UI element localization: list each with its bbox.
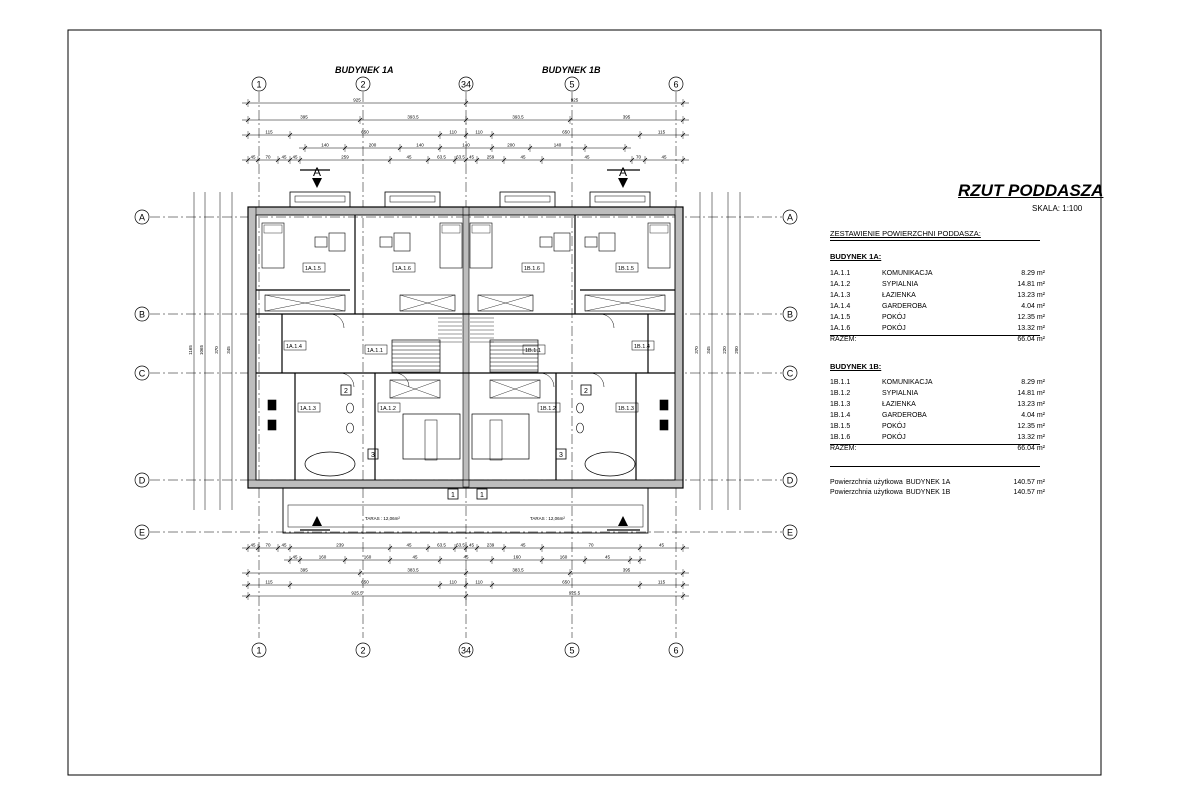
- window-top: [505, 196, 550, 202]
- dimension-label: 70: [265, 542, 271, 548]
- sink: [660, 420, 668, 430]
- chair: [380, 237, 392, 247]
- dimension-label: 140: [416, 142, 424, 148]
- room-area: 13.23 m²: [1017, 401, 1045, 408]
- sink: [268, 400, 276, 410]
- room-id: 1B.1.2: [830, 390, 851, 397]
- dormer-top: [290, 192, 350, 207]
- room-name: POKÓJ: [882, 434, 906, 441]
- room-tag-1A.1.5: 1A.1.5: [305, 266, 321, 272]
- room-area: 4.04 m²: [1021, 412, 1045, 419]
- terrace-inner: [288, 505, 643, 527]
- dimension-label: 200: [368, 142, 377, 148]
- desk: [329, 233, 345, 251]
- toilet: [577, 423, 584, 433]
- dimension-label: 239: [486, 542, 495, 548]
- room-name: ŁAZIENKA: [882, 292, 916, 299]
- room-tag-1B.1.6: 1B.1.6: [524, 266, 540, 272]
- room-tag-1B.1.3: 1B.1.3: [618, 406, 634, 412]
- stair-number: 1: [451, 492, 455, 499]
- building-a-row: [830, 292, 1045, 302]
- terrace-label-a: TARAS : 12,06m²: [365, 516, 400, 521]
- door-swing: [330, 314, 344, 328]
- room-id: 1A.1.4: [830, 303, 851, 310]
- dimension-label: 370: [694, 346, 699, 354]
- dimension-label: 925: [353, 97, 361, 103]
- terrace-label-b: TARAS : 12,06m²: [530, 516, 565, 521]
- dimension-label: 140: [553, 142, 562, 148]
- dimension-label: 63.5: [456, 154, 465, 160]
- building-b-total-rule: [830, 444, 1040, 445]
- room-id: 1A.1.3: [830, 292, 851, 299]
- summary-header: ZESTAWIENIE POWIERZCHNI PODDASZA:: [830, 229, 981, 238]
- dimension-label: 45: [412, 554, 418, 560]
- toilet: [347, 423, 354, 433]
- dimension-label: 650: [361, 129, 369, 135]
- usable-divider: [830, 466, 1040, 467]
- dimension-label: 393.5: [407, 114, 419, 120]
- dimension-label: 115: [657, 129, 666, 135]
- room-id: 1B.1.6: [830, 434, 851, 441]
- dimension-label: 45: [292, 154, 298, 160]
- room-name: GARDEROBA: [882, 412, 927, 419]
- dimension-label: 45: [406, 542, 412, 548]
- axis-label-6: 6: [673, 645, 679, 656]
- room-name: POKÓJ: [882, 325, 906, 332]
- dimension-label: 395: [300, 567, 308, 573]
- axis-label-6: 6: [673, 79, 679, 90]
- building-b-total-row: [830, 445, 1045, 455]
- building-b-row: [830, 401, 1045, 411]
- building-a-row: [830, 325, 1045, 335]
- room-id: 1A.1.5: [830, 314, 851, 321]
- room-id: 1B.1.5: [830, 423, 851, 430]
- dimension-label: 110: [475, 579, 483, 585]
- section-mark-label: A: [618, 515, 628, 529]
- dimension-label: 70: [635, 154, 642, 160]
- room-name: ŁAZIENKA: [882, 401, 916, 408]
- dimension-label: 70: [588, 542, 594, 548]
- room-name: POKÓJ: [882, 314, 906, 321]
- bed: [262, 223, 284, 268]
- dimension-label: 70: [265, 154, 271, 160]
- desk: [554, 233, 570, 251]
- axis-label-34: 34: [460, 645, 472, 656]
- building-b-row: [830, 412, 1045, 422]
- stair-number: 3: [559, 452, 563, 459]
- room-area: 8.29 m²: [1021, 270, 1045, 277]
- dimension-label: 345: [706, 346, 711, 354]
- dimension-label: 393.5: [512, 114, 524, 120]
- room-tag-1A.1.1: 1A.1.1: [367, 348, 383, 354]
- axis-label-C: C: [786, 368, 794, 379]
- building-b-row: [830, 390, 1045, 400]
- dimension-label: 45: [584, 154, 590, 160]
- dimension-label: 45: [281, 542, 287, 548]
- bathtub-b: [585, 452, 635, 476]
- dimension-label: 160: [559, 554, 568, 560]
- dimension-label: 45: [250, 542, 256, 548]
- axis-label-34: 34: [460, 79, 472, 90]
- drawing-scale: SKALA: 1:100: [1032, 204, 1083, 213]
- usable-building: BUDYNEK 1B: [906, 489, 951, 496]
- axis-label-E: E: [138, 527, 146, 538]
- dimension-label: 140: [462, 142, 470, 148]
- dimension-label: 115: [657, 579, 666, 585]
- bed: [470, 223, 492, 268]
- building-b-title: BUDYNEK 1B: [542, 65, 601, 75]
- stair-number: 1: [480, 492, 484, 499]
- wall-exterior-left: [248, 207, 256, 487]
- dormer-top: [385, 192, 440, 207]
- side-table: [490, 420, 502, 460]
- usable-area: 140.57 m²: [1013, 479, 1045, 486]
- dimension-label: 63.5: [437, 542, 446, 548]
- dormer-top: [500, 192, 555, 207]
- dimension-label: 110: [475, 129, 483, 135]
- desk: [599, 233, 615, 251]
- dimension-label: 345: [226, 346, 231, 354]
- dimension-label: 239: [336, 542, 344, 548]
- dimension-label: 45: [468, 154, 475, 160]
- axis-label-B: B: [138, 309, 146, 320]
- dimension-label: 45: [281, 154, 287, 160]
- toilet: [577, 403, 584, 413]
- stair-number: 3: [371, 452, 375, 459]
- dimension-label: 1065: [199, 344, 204, 356]
- room-area: 13.23 m²: [1017, 292, 1045, 299]
- room-tag-1A.1.3: 1A.1.3: [300, 406, 316, 412]
- section-mark-label: A: [312, 515, 322, 529]
- building-a-total-rule: [830, 335, 1040, 336]
- dimension-label: 45: [468, 542, 475, 548]
- room-name: SYPIALNIA: [882, 281, 919, 288]
- drawing-title: RZUT PODDASZA: [958, 181, 1104, 200]
- dimension-label: 45: [658, 542, 665, 548]
- room-id: 1A.1.1: [830, 270, 851, 277]
- building-b-row: [830, 423, 1045, 433]
- room-area: 12.35 m²: [1017, 423, 1045, 430]
- axis-label-A: A: [786, 212, 794, 223]
- room-area: 13.32 m²: [1017, 325, 1045, 332]
- axis-label-D: D: [138, 475, 146, 486]
- desk: [394, 233, 410, 251]
- section-arrow: [618, 178, 628, 188]
- usable-area: 140.57 m²: [1013, 489, 1045, 496]
- window-top: [295, 196, 345, 202]
- dimension-label: 45: [520, 542, 526, 548]
- dimension-label: 383.5: [407, 567, 419, 573]
- axis-label-B: B: [786, 309, 794, 320]
- dimension-label: 45: [661, 154, 667, 160]
- room-tag-1B.1.1: 1B.1.1: [525, 348, 541, 354]
- room-id: 1B.1.3: [830, 401, 851, 408]
- window-top: [595, 196, 645, 202]
- sink: [268, 420, 276, 430]
- chair: [585, 237, 597, 247]
- room-id: 1A.1.6: [830, 325, 851, 332]
- dimension-label: 63.5: [456, 542, 465, 548]
- usable-label: Powierzchnia użytkowa: [830, 489, 903, 496]
- building-a-row: [830, 314, 1045, 324]
- dimension-label: 650: [562, 579, 570, 585]
- dimension-label: 220: [722, 346, 727, 354]
- pillow: [264, 225, 282, 233]
- room-name: POKÓJ: [882, 423, 906, 430]
- bathtub-a: [305, 452, 355, 476]
- axis-label-D: D: [786, 475, 794, 486]
- side-table: [425, 420, 437, 460]
- chair: [315, 237, 327, 247]
- door-swing: [590, 373, 604, 387]
- building-a-title: BUDYNEK 1A: [335, 65, 394, 75]
- door-swing: [540, 373, 554, 387]
- dimension-label: 140: [321, 142, 329, 148]
- dimension-label: 160: [513, 554, 521, 560]
- dimension-label: 650: [562, 129, 570, 135]
- window-top: [390, 196, 435, 202]
- pillow: [442, 225, 460, 233]
- usable-label: Powierzchnia użytkowa: [830, 479, 903, 486]
- room-tag-1A.1.6: 1A.1.6: [395, 266, 411, 272]
- dimension-label: 115: [265, 129, 273, 135]
- terrace: [283, 488, 648, 533]
- axis-label-A: A: [138, 212, 146, 223]
- axis-label-1: 1: [256, 645, 262, 656]
- room-area: 14.81 m²: [1017, 390, 1045, 397]
- dimension-label: 45: [250, 154, 256, 160]
- axis-label-2: 2: [360, 79, 366, 90]
- room-name: SYPIALNIA: [882, 390, 919, 397]
- dimension-label: 200: [734, 346, 739, 354]
- dimension-label: 160: [318, 554, 327, 560]
- dimension-label: 383.5: [512, 567, 524, 573]
- dimension-label: 115: [265, 579, 273, 585]
- room-area: 14.81 m²: [1017, 281, 1045, 288]
- dimension-label: 395: [300, 114, 308, 120]
- bed-large-a: [403, 414, 460, 459]
- dimension-label: 370: [214, 346, 219, 354]
- dimension-label: 63.5: [437, 154, 446, 160]
- dimension-label: 110: [449, 129, 457, 135]
- total-label: RAZEM:: [830, 445, 857, 452]
- building-a-row: [830, 303, 1045, 313]
- room-id: 1B.1.4: [830, 412, 851, 419]
- total-value: 66.04 m²: [1017, 336, 1045, 343]
- summary-divider: [830, 240, 1040, 241]
- usable-area-row: [830, 479, 1045, 489]
- dimension-label: 1165: [188, 345, 193, 355]
- dimension-label: 925.5: [568, 590, 581, 596]
- axis-label-5: 5: [569, 79, 575, 90]
- dimension-label: 45: [406, 154, 412, 160]
- dimension-label: 650: [361, 579, 369, 585]
- room-tag-1B.1.2: 1B.1.2: [540, 406, 556, 412]
- axis-label-5: 5: [569, 645, 575, 656]
- section-mark-label: A: [312, 165, 322, 179]
- axis-label-E: E: [786, 527, 794, 538]
- stair-number: 2: [584, 388, 588, 395]
- room-tag-1A.1.4: 1A.1.4: [286, 344, 302, 350]
- toilet: [347, 403, 354, 413]
- dimension-label: 160: [363, 554, 372, 560]
- room-area: 4.04 m²: [1021, 303, 1045, 310]
- section-arrow: [312, 178, 322, 188]
- room-area: 13.32 m²: [1017, 434, 1045, 441]
- room-area: 12.35 m²: [1017, 314, 1045, 321]
- dimension-label: 200: [507, 142, 515, 148]
- axis-label-1: 1: [256, 79, 262, 90]
- room-tag-1A.1.2: 1A.1.2: [380, 406, 396, 412]
- building-a-row: [830, 270, 1045, 280]
- staircase-a: [392, 340, 440, 372]
- room-id: 1A.1.2: [830, 281, 851, 288]
- dimension-label: 395: [622, 114, 631, 120]
- dimension-label: 395: [622, 567, 631, 573]
- room-area: 8.29 m²: [1021, 379, 1045, 386]
- axis-label-C: C: [138, 368, 146, 379]
- sink: [660, 400, 668, 410]
- dimension-label: 925.5: [351, 590, 363, 596]
- building-a-summary-title: BUDYNEK 1A:: [830, 252, 882, 261]
- room-name: KOMUNIKACJA: [882, 270, 933, 277]
- pillow: [472, 225, 490, 233]
- room-id: 1B.1.1: [830, 379, 851, 386]
- section-mark-label: A: [618, 165, 628, 179]
- dimension-label: 45: [292, 554, 298, 560]
- dormer-top: [590, 192, 650, 207]
- usable-area-row: [830, 489, 1045, 499]
- dimension-label: 259: [486, 154, 495, 160]
- usable-building: BUDYNEK 1A: [906, 479, 951, 486]
- door-swing: [600, 314, 614, 328]
- bed: [648, 223, 670, 268]
- wall-party: [463, 207, 469, 487]
- bed-large-b: [472, 414, 529, 459]
- building-b-row: [830, 379, 1045, 389]
- wall-exterior-right: [675, 207, 683, 487]
- room-tag-1B.1.5: 1B.1.5: [618, 266, 634, 272]
- building-a-row: [830, 281, 1045, 291]
- pillow: [650, 225, 668, 233]
- room-name: KOMUNIKACJA: [882, 379, 933, 386]
- dimension-label: 925: [570, 97, 579, 103]
- dimension-label: 45: [520, 154, 526, 160]
- room-name: GARDEROBA: [882, 303, 927, 310]
- room-tag-1B.1.4: 1B.1.4: [634, 344, 650, 350]
- building-b-row: [830, 434, 1045, 444]
- total-value: 66.04 m²: [1017, 445, 1045, 452]
- dimension-label: 110: [449, 579, 457, 585]
- axis-label-2: 2: [360, 645, 366, 656]
- dimension-label: 45: [463, 554, 469, 560]
- stair-number: 2: [344, 388, 348, 395]
- building-a-total-row: [830, 336, 1045, 346]
- building-b-summary-title: BUDYNEK 1B:: [830, 362, 882, 371]
- chair: [540, 237, 552, 247]
- bed: [440, 223, 462, 268]
- total-label: RAZEM:: [830, 336, 857, 343]
- dimension-label: 259: [341, 154, 349, 160]
- dimension-label: 45: [604, 554, 611, 560]
